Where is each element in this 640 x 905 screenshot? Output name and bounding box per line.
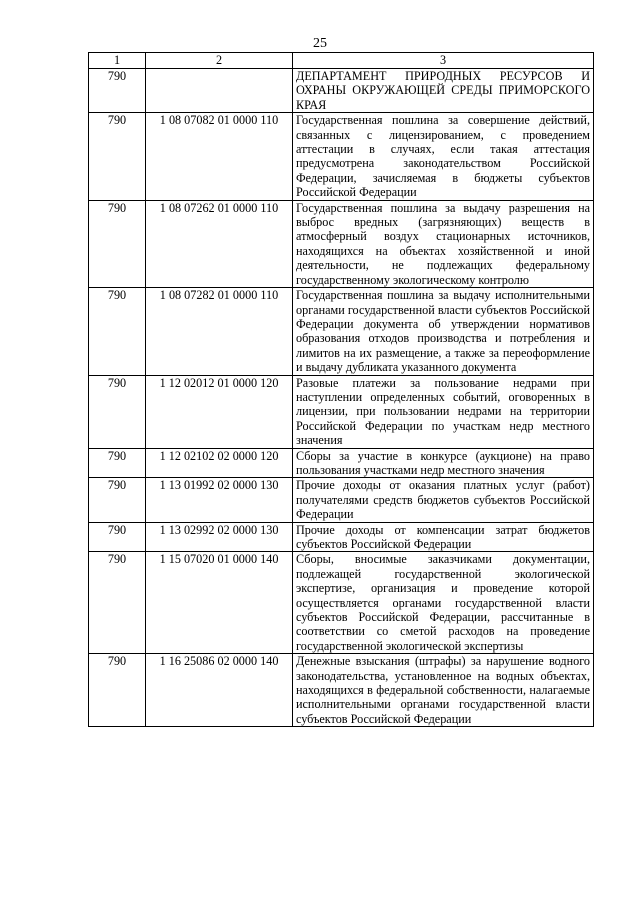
income-description: Сборы, вносимые заказчиками документации, подлежащей государственной экологической экспертизе, организация и проведение которой осуществляется органами государственной власти субъектов Российской Федерации, рассчитанные в соответствии со сметой расходов на проведение государственной экологической экспертизы bbox=[293, 552, 594, 654]
budget-code: 1 12 02102 02 0000 120 bbox=[146, 448, 293, 478]
column-header-1: 1 bbox=[89, 53, 146, 69]
budget-code: 1 13 01992 02 0000 130 bbox=[146, 478, 293, 522]
page-number: 25 bbox=[313, 36, 327, 51]
table-row bbox=[89, 522, 594, 552]
budget-code bbox=[146, 69, 293, 113]
admin-code: 790 bbox=[89, 552, 146, 654]
income-description: Разовые платежи за пользование недрами при наступлении определенных событий, оговоренных в лицензии, при пользовании недрами на территории Российской Федерации по участкам недр местного значения bbox=[293, 375, 594, 448]
income-codes-table bbox=[88, 52, 594, 727]
table-row bbox=[89, 375, 594, 448]
income-description: Прочие доходы от оказания платных услуг (работ) получателями средств бюджетов субъектов Российской Федерации bbox=[293, 478, 594, 522]
table-header-row bbox=[89, 53, 594, 69]
admin-code: 790 bbox=[89, 448, 146, 478]
income-description: Денежные взыскания (штрафы) за нарушение водного законодательства, установленное на водных объектах, находящихся в федеральной собственности, налагаемые исполнительными органами государственной власти субъектов Российской Федерации bbox=[293, 654, 594, 727]
admin-code: 790 bbox=[89, 200, 146, 287]
admin-code: 790 bbox=[89, 113, 146, 200]
table-row bbox=[89, 200, 594, 287]
admin-code: 790 bbox=[89, 478, 146, 522]
admin-code: 790 bbox=[89, 522, 146, 552]
column-header-3: 3 bbox=[293, 53, 594, 69]
budget-code: 1 08 07082 01 0000 110 bbox=[146, 113, 293, 200]
table-row bbox=[89, 654, 594, 727]
budget-code: 1 16 25086 02 0000 140 bbox=[146, 654, 293, 727]
income-description: Государственная пошлина за выдачу разрешения на выброс вредных (загрязняющих) веществ в атмосферный воздух стационарных источников, находящихся на объектах хозяйственной и иной деятельности, не подлежащих федеральному государственному экологическому контролю bbox=[293, 200, 594, 287]
admin-code: 790 bbox=[89, 375, 146, 448]
income-description: Государственная пошлина за выдачу исполнительными органами государственной власти субъектов Российской Федерации документа об утверждении нормативов образования отходов производства и потребления и лимитов на их размещение, а также за переоформление и выдачу дубликата указанного документа bbox=[293, 288, 594, 375]
budget-code: 1 15 07020 01 0000 140 bbox=[146, 552, 293, 654]
admin-code: 790 bbox=[89, 69, 146, 113]
table-row bbox=[89, 552, 594, 654]
admin-code: 790 bbox=[89, 288, 146, 375]
department-title: ДЕПАРТАМЕНТ ПРИРОДНЫХ РЕСУРСОВ И ОХРАНЫ ОКРУЖАЮЩЕЙ СРЕДЫ ПРИМОРСКОГО КРАЯ bbox=[293, 69, 594, 113]
table-row bbox=[89, 448, 594, 478]
table-row bbox=[89, 288, 594, 375]
budget-code: 1 08 07262 01 0000 110 bbox=[146, 200, 293, 287]
budget-code: 1 13 02992 02 0000 130 bbox=[146, 522, 293, 552]
income-description: Прочие доходы от компенсации затрат бюджетов субъектов Российской Федерации bbox=[293, 522, 594, 552]
column-header-2: 2 bbox=[146, 53, 293, 69]
admin-code: 790 bbox=[89, 654, 146, 727]
income-description: Сборы за участие в конкурсе (аукционе) на право пользования участками недр местного значения bbox=[293, 448, 594, 478]
budget-code: 1 12 02012 01 0000 120 bbox=[146, 375, 293, 448]
income-description: Государственная пошлина за совершение действий, связанных с лицензированием, с проведением аттестации в случаях, если такая аттестация предусмотрена законодательством Российской Федерации, зачисляемая в бюджеты субъектов Российской Федерации bbox=[293, 113, 594, 200]
table-row bbox=[89, 69, 594, 113]
table-row bbox=[89, 113, 594, 200]
budget-code: 1 08 07282 01 0000 110 bbox=[146, 288, 293, 375]
table-row bbox=[89, 478, 594, 522]
